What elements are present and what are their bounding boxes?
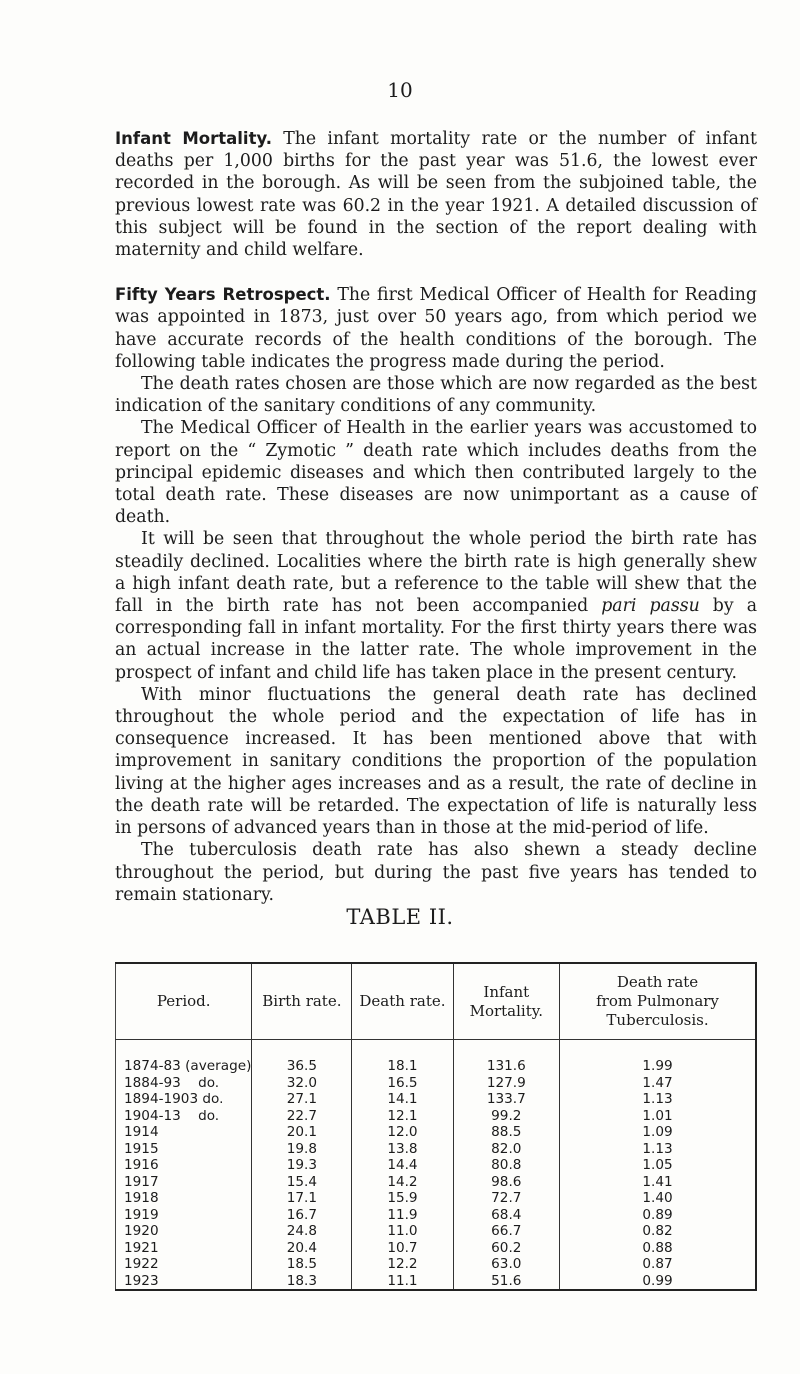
cell-tb: 1.40 bbox=[560, 1190, 756, 1207]
cell-period: 1921 bbox=[124, 1239, 159, 1256]
cell-tb: 0.99 bbox=[560, 1273, 756, 1291]
cell-infant: 99.2 bbox=[453, 1108, 559, 1125]
retrospect-paragraph-4 bbox=[115, 528, 757, 683]
cell-birth: 16.7 bbox=[252, 1207, 352, 1224]
header-infant-line-2: Mortality. bbox=[469, 1001, 543, 1020]
cell-infant: 68.4 bbox=[453, 1207, 559, 1224]
table-row bbox=[116, 1223, 757, 1240]
cell-tb: 1.13 bbox=[560, 1141, 756, 1158]
retrospect-paragraph-2: The death rates chosen are those which are now regarded as the best indication of the sanitary conditions of any community. bbox=[115, 374, 757, 417]
cell-birth: 18.3 bbox=[252, 1273, 352, 1291]
cell-death: 11.9 bbox=[352, 1207, 453, 1224]
table-row bbox=[116, 1256, 757, 1273]
cell-period: 1920 bbox=[124, 1223, 159, 1239]
cell-tb: 1.41 bbox=[560, 1174, 756, 1191]
cell-period: 1894-1903 do. bbox=[124, 1091, 224, 1107]
cell-infant: 82.0 bbox=[453, 1141, 559, 1158]
page-number: 10 bbox=[387, 78, 413, 102]
table-row bbox=[116, 1124, 757, 1141]
cell-death: 10.7 bbox=[352, 1240, 453, 1257]
cell-death: 15.9 bbox=[352, 1190, 453, 1207]
cell-tb: 0.89 bbox=[560, 1207, 756, 1224]
retrospect-paragraph-3: The Medical Officer of Health in the earlier years was accustomed to report on the “ Zymotic ” death rate which includes deaths from the principal epidemic diseases and which then contributed largely to the total death rate. These diseases are now unimportant as a cause of death. bbox=[115, 418, 757, 528]
table-row bbox=[116, 1240, 757, 1257]
cell-infant: 88.5 bbox=[453, 1124, 559, 1141]
table-row bbox=[116, 1091, 757, 1108]
cell-death: 13.8 bbox=[352, 1141, 453, 1158]
cell-birth: 32.0 bbox=[252, 1075, 352, 1092]
cell-death: 14.2 bbox=[352, 1174, 453, 1191]
infant-mortality-text: The infant mortality rate or the number of infant deaths per 1,000 births for the past year was 51.6, the lowest ever recorded in the borough. As will be seen from the subjoined table, the previous lowest rate was 60.2 in the year 1921. A detailed discussion of this subject will be found in the section of the report dealing with maternity and child welfare. bbox=[115, 129, 757, 261]
cell-infant: 80.8 bbox=[453, 1157, 559, 1174]
table-body bbox=[116, 1040, 757, 1291]
table-title: TABLE II. bbox=[346, 905, 454, 929]
table-row bbox=[116, 1273, 757, 1291]
infant-mortality-paragraph bbox=[115, 128, 757, 261]
retrospect-paragraph-6: The tuberculosis death rate has also shewn a steady decline throughout the period, but during the past five years has tended to remain stationary. bbox=[115, 840, 757, 905]
cell-tb: 0.88 bbox=[560, 1240, 756, 1257]
table-row bbox=[116, 1108, 757, 1125]
cell-death: 18.1 bbox=[352, 1040, 453, 1075]
table-header-row bbox=[116, 963, 757, 1040]
header-tb-line-1: Death rate bbox=[616, 973, 699, 991]
cell-period: 1874-83 (average) bbox=[124, 1058, 252, 1074]
cell-tb: 1.47 bbox=[560, 1075, 756, 1092]
header-tuberculosis bbox=[560, 963, 756, 1040]
retrospect-text-1: The first Medical Officer of Health for Reading was appointed in 1873, just over 50 years ago, from which period we have accurate records of the health conditions of the borough. The following table indicates the progress made during the period. bbox=[115, 285, 757, 372]
header-tb-line-3: Tuberculosis. bbox=[606, 1011, 709, 1029]
cell-infant: 98.6 bbox=[453, 1174, 559, 1191]
header-period: Period. bbox=[116, 963, 252, 1040]
cell-birth: 20.4 bbox=[252, 1240, 352, 1257]
table-row bbox=[116, 1174, 757, 1191]
p4-italic-phrase: pari passu bbox=[601, 596, 700, 617]
cell-death: 12.2 bbox=[352, 1256, 453, 1273]
cell-death: 12.0 bbox=[352, 1124, 453, 1141]
cell-tb: 0.87 bbox=[560, 1256, 756, 1273]
cell-period: 1917 bbox=[124, 1173, 159, 1190]
cell-death: 14.1 bbox=[352, 1091, 453, 1108]
cell-tb: 1.13 bbox=[560, 1091, 756, 1108]
cell-infant: 51.6 bbox=[453, 1273, 559, 1291]
p4-text-start: It will be seen that throughout the whole period the birth rate has steadily declined. Localities where the birth rate is high generally shew a high infant death rate, but a reference to the table will shew that the fall in the birth rate has not been accompanied bbox=[115, 529, 757, 617]
header-tb-line-2: from Pulmonary bbox=[596, 992, 719, 1010]
cell-infant: 72.7 bbox=[453, 1190, 559, 1207]
cell-tb: 1.99 bbox=[560, 1040, 756, 1075]
p4-text-end: by a corresponding fall in infant mortality. For the first thirty years there was an actual increase in the latter rate. The whole improvement in the prospect of infant and child life has taken place in the present century. bbox=[115, 596, 757, 683]
cell-period: 1915 bbox=[124, 1140, 159, 1157]
cell-period: 1916 bbox=[124, 1157, 159, 1173]
cell-death: 16.5 bbox=[352, 1075, 453, 1092]
table-row bbox=[116, 1040, 757, 1075]
cell-birth: 18.5 bbox=[252, 1256, 352, 1273]
header-birth-rate: Birth rate. bbox=[252, 963, 352, 1040]
table-row bbox=[116, 1190, 757, 1207]
header-infant-mortality bbox=[453, 963, 559, 1040]
cell-birth: 17.1 bbox=[252, 1190, 352, 1207]
cell-birth: 36.5 bbox=[252, 1040, 352, 1075]
retrospect-paragraph-1 bbox=[115, 284, 757, 373]
cell-infant: 60.2 bbox=[453, 1240, 559, 1257]
table-ii bbox=[115, 962, 757, 1291]
table-row bbox=[116, 1157, 757, 1174]
header-death-rate: Death rate. bbox=[352, 963, 453, 1040]
infant-mortality-heading: Infant Mortality. bbox=[115, 129, 272, 148]
cell-birth: 24.8 bbox=[252, 1223, 352, 1240]
cell-tb: 1.05 bbox=[560, 1157, 756, 1174]
cell-death: 11.0 bbox=[352, 1223, 453, 1240]
report-body bbox=[115, 128, 757, 906]
cell-birth: 19.8 bbox=[252, 1141, 352, 1158]
cell-period: 1919 bbox=[124, 1206, 159, 1223]
cell-birth: 15.4 bbox=[252, 1174, 352, 1191]
cell-period: 1923 bbox=[124, 1272, 159, 1289]
cell-tb: 0.82 bbox=[560, 1223, 756, 1240]
cell-period: 1904-13 do. bbox=[124, 1107, 220, 1124]
cell-tb: 1.09 bbox=[560, 1124, 756, 1141]
cell-birth: 20.1 bbox=[252, 1124, 352, 1141]
cell-death: 12.1 bbox=[352, 1108, 453, 1125]
cell-tb: 1.01 bbox=[560, 1108, 756, 1125]
cell-birth: 27.1 bbox=[252, 1091, 352, 1108]
cell-birth: 22.7 bbox=[252, 1108, 352, 1125]
vital-statistics-table bbox=[115, 962, 757, 1291]
cell-infant: 63.0 bbox=[453, 1256, 559, 1273]
table-row bbox=[116, 1141, 757, 1158]
cell-infant: 127.9 bbox=[453, 1075, 559, 1092]
cell-birth: 19.3 bbox=[252, 1157, 352, 1174]
cell-period: 1914 bbox=[124, 1124, 159, 1140]
cell-infant: 131.6 bbox=[453, 1040, 559, 1075]
cell-period: 1918 bbox=[124, 1190, 159, 1206]
cell-death: 11.1 bbox=[352, 1273, 453, 1291]
cell-infant: 66.7 bbox=[453, 1223, 559, 1240]
header-infant-line-1: Infant bbox=[483, 982, 530, 1001]
cell-death: 14.4 bbox=[352, 1157, 453, 1174]
retrospect-paragraph-5: With minor fluctuations the general death rate has declined throughout the whole period and the expectation of life has in consequence increased. It has been mentioned above that with improvement in sanitary conditions the proportion of the population living at the higher ages increases and as a result, the rate of decline in the death rate will be retarded. The expectation of life is naturally less in persons of advanced years than in those at the mid-period of life. bbox=[115, 684, 757, 839]
table-row bbox=[116, 1075, 757, 1092]
cell-period: 1922 bbox=[124, 1256, 159, 1272]
table-row bbox=[116, 1207, 757, 1224]
cell-period: 1884-93 do. bbox=[124, 1074, 220, 1091]
retrospect-heading: Fifty Years Retrospect. bbox=[115, 285, 331, 305]
cell-infant: 133.7 bbox=[453, 1091, 559, 1108]
